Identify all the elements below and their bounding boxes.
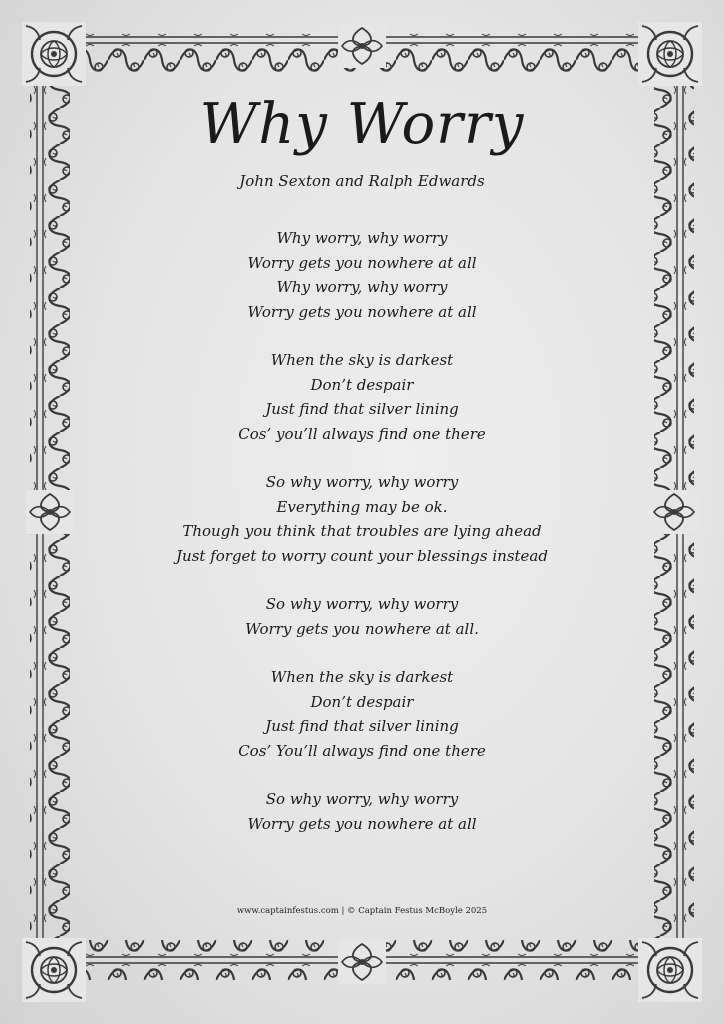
- lyric-line: Worry gets you nowhere at all.: [245, 619, 479, 638]
- lyric-line: So why worry, why worry: [265, 473, 459, 491]
- lyric-line: So why worry, why worry: [265, 595, 459, 613]
- lyric-line: Cos’ you’ll always find one there: [238, 424, 486, 443]
- lyric-line: Don’t despair: [310, 375, 414, 394]
- lyric-line: Just forget to worry count your blessings instead: [176, 546, 548, 565]
- lyric-line: When the sky is darkest: [270, 351, 454, 369]
- lyrics-content: [80, 90, 644, 860]
- verse-4: [80, 592, 644, 641]
- lyric-line: Though you think that troubles are lying ahead: [182, 522, 542, 540]
- verse-5: [80, 665, 644, 763]
- lyric-line: Don’t despair: [310, 692, 414, 711]
- lyric-line: Worry gets you nowhere at all: [247, 302, 477, 321]
- lyric-line: Worry gets you nowhere at all: [247, 253, 477, 272]
- lyric-line: Why worry, why worry: [276, 229, 448, 247]
- lyric-line: Just find that silver lining: [265, 717, 459, 735]
- lyric-line: Everything may be ok.: [276, 497, 448, 516]
- lyric-line: Cos’ You’ll always find one there: [238, 741, 486, 760]
- lyric-line: So why worry, why worry: [265, 790, 459, 808]
- lyric-line: Why worry, why worry: [276, 278, 448, 296]
- verse-6: [80, 787, 644, 836]
- lyric-line: Worry gets you nowhere at all: [247, 814, 477, 833]
- song-authors: John Sexton and Ralph Edwards: [239, 172, 485, 190]
- verse-2: [80, 348, 644, 446]
- lyric-line: Just find that silver lining: [265, 400, 459, 418]
- footer-credit: www.captainfestus.com | © Captain Festus McBoyle 2025: [236, 906, 488, 916]
- verses: [80, 226, 644, 836]
- song-title: Why Worry: [199, 92, 525, 157]
- verse-3: [80, 470, 644, 568]
- verse-1: [80, 226, 644, 324]
- lyric-line: When the sky is darkest: [270, 668, 454, 686]
